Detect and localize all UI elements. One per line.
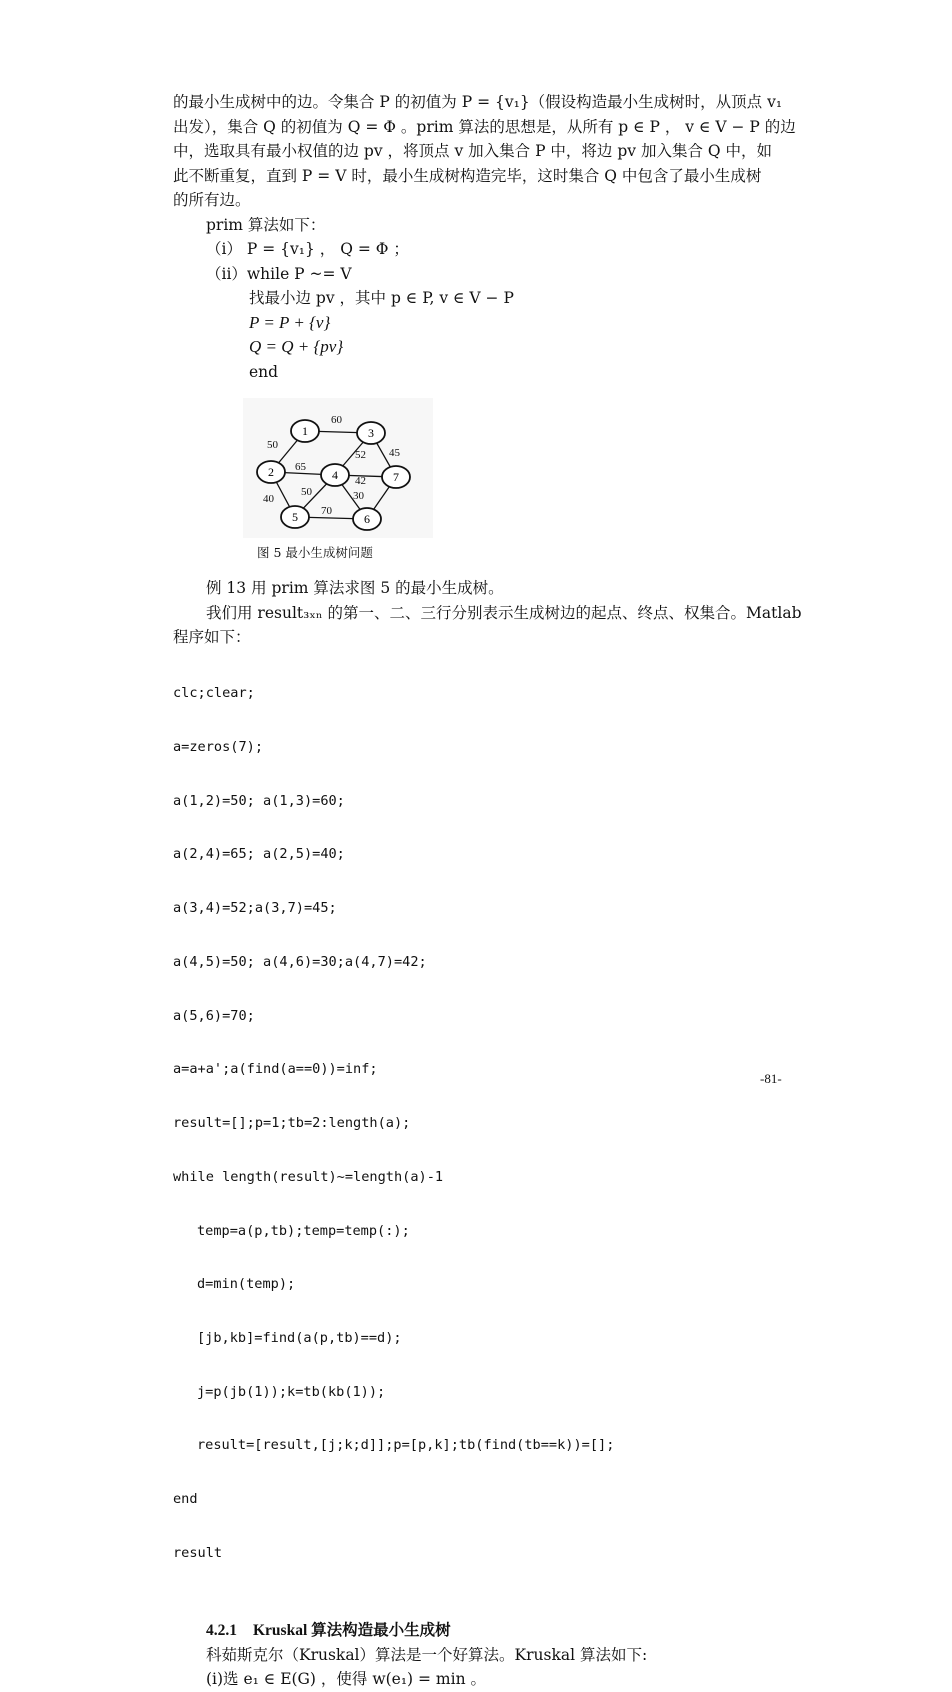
code-line: end bbox=[173, 1491, 198, 1508]
section-title: Kruskal 算法构造最小生成树 bbox=[253, 1621, 451, 1639]
intro-line: 中，选取具有最小权值的边 pv ，将顶点 v 加入集合 P 中，将边 pv 加入集合 Q 中，如 bbox=[173, 142, 773, 160]
edge-label: 50 bbox=[267, 439, 278, 451]
code-line: a(1,2)=50; a(1,3)=60; bbox=[173, 792, 345, 809]
intro-line: 此不断重复，直到 P = V 时，最小生成树构造完毕，这时集合 Q 中包含了最小生成树 bbox=[173, 166, 762, 185]
matlab-code-block bbox=[173, 650, 803, 1599]
code-line: a(4,5)=50; a(4,6)=30;a(4,7)=42; bbox=[173, 953, 427, 970]
intro-line: 出发），集合 Q 的初值为 Q = Φ 。prim 算法的思想是，从所有 p ∈ P ， v ∈ V − P 的边 bbox=[173, 117, 796, 136]
code-line: j=p(jb(1));k=tb(kb(1)); bbox=[197, 1383, 386, 1400]
prim-algorithm bbox=[173, 213, 803, 385]
edge-label: 45 bbox=[389, 447, 400, 459]
edge-label: 30 bbox=[353, 490, 364, 502]
section-heading bbox=[173, 1619, 803, 1643]
code-line: clc;clear; bbox=[173, 685, 255, 702]
code-line: a(3,4)=52;a(3,7)=45; bbox=[173, 900, 337, 917]
page-number: -81- bbox=[760, 1071, 782, 1086]
code-line: result=[result,[j;k;d]];p=[p,k];tb(find(tb==k))=[]; bbox=[197, 1437, 615, 1454]
edge-label: 40 bbox=[263, 493, 274, 505]
code-line: d=min(temp); bbox=[197, 1276, 296, 1293]
intro-line: 的所有边。 bbox=[173, 191, 251, 209]
example-line: 程序如下： bbox=[173, 628, 251, 646]
algorithm-body-line: end bbox=[249, 362, 279, 381]
figure-caption: 图 5 最小生成树问题 bbox=[257, 545, 373, 560]
node-label: 4 bbox=[332, 468, 338, 482]
code-line: temp=a(p,tb);temp=temp(:); bbox=[197, 1222, 410, 1239]
node-label: 3 bbox=[368, 426, 374, 440]
section-number: 4.2.1 bbox=[206, 1621, 237, 1639]
code-line: a=a+a';a(find(a==0))=inf; bbox=[173, 1061, 378, 1078]
example-line: 我们用 result₃ₓₙ 的第一、二、三行分别表示生成树边的起点、终点、权集合。Matlab bbox=[206, 603, 802, 622]
graph-figure bbox=[243, 398, 433, 538]
node-label: 1 bbox=[302, 424, 308, 438]
section-line: (i)选 e₁ ∈ E(G) ，使得 w(e₁) = min 。 bbox=[206, 1670, 486, 1689]
edge-label: 60 bbox=[331, 414, 342, 426]
node-label: 7 bbox=[393, 470, 399, 484]
algorithm-step-1: （i） P = {v₁} ， Q = Φ ； bbox=[206, 240, 409, 258]
example-line: 例 13 用 prim 算法求图 5 的最小生成树。 bbox=[206, 579, 504, 597]
page-content bbox=[173, 90, 803, 1692]
code-line: result bbox=[173, 1544, 223, 1561]
code-line: result=[];p=1;tb=2:length(a); bbox=[173, 1115, 411, 1132]
algorithm-step-2: （ii）while P ~= V bbox=[206, 264, 352, 283]
graph-diagram bbox=[243, 398, 433, 538]
intro-line: 的最小生成树中的边。令集合 P 的初值为 P = {v₁}（假设构造最小生成树时，从顶点 v₁ bbox=[173, 93, 783, 111]
example-paragraph bbox=[173, 576, 803, 650]
code-line: while length(result)~=length(a)-1 bbox=[173, 1168, 444, 1185]
intro-paragraph bbox=[173, 90, 803, 213]
edge-label: 70 bbox=[321, 505, 332, 517]
edge-label: 50 bbox=[301, 486, 312, 498]
code-line: a(5,6)=70; bbox=[173, 1007, 255, 1024]
node-label: 6 bbox=[364, 512, 370, 526]
edge-label: 52 bbox=[355, 449, 366, 461]
edge-label: 42 bbox=[355, 475, 366, 487]
algorithm-body-line: Q = Q + {pv} bbox=[249, 337, 344, 356]
edge-label: 65 bbox=[295, 461, 306, 473]
section-line: 科茹斯克尔（Kruskal）算法是一个好算法。Kruskal 算法如下: bbox=[206, 1645, 648, 1664]
algorithm-body-line: 找最小边 pv ，其中 p ∈ P, v ∈ V − P bbox=[249, 289, 514, 307]
code-line: [jb,kb]=find(a(p,tb)==d); bbox=[197, 1329, 402, 1346]
algorithm-body-line: P = P + {v} bbox=[249, 312, 331, 332]
code-line: a(2,4)=65; a(2,5)=40; bbox=[173, 846, 345, 863]
node-label: 5 bbox=[292, 510, 298, 524]
node-label: 2 bbox=[268, 465, 274, 479]
algorithm-title: prim 算法如下： bbox=[206, 215, 326, 234]
code-line: a=zeros(7); bbox=[173, 739, 264, 756]
